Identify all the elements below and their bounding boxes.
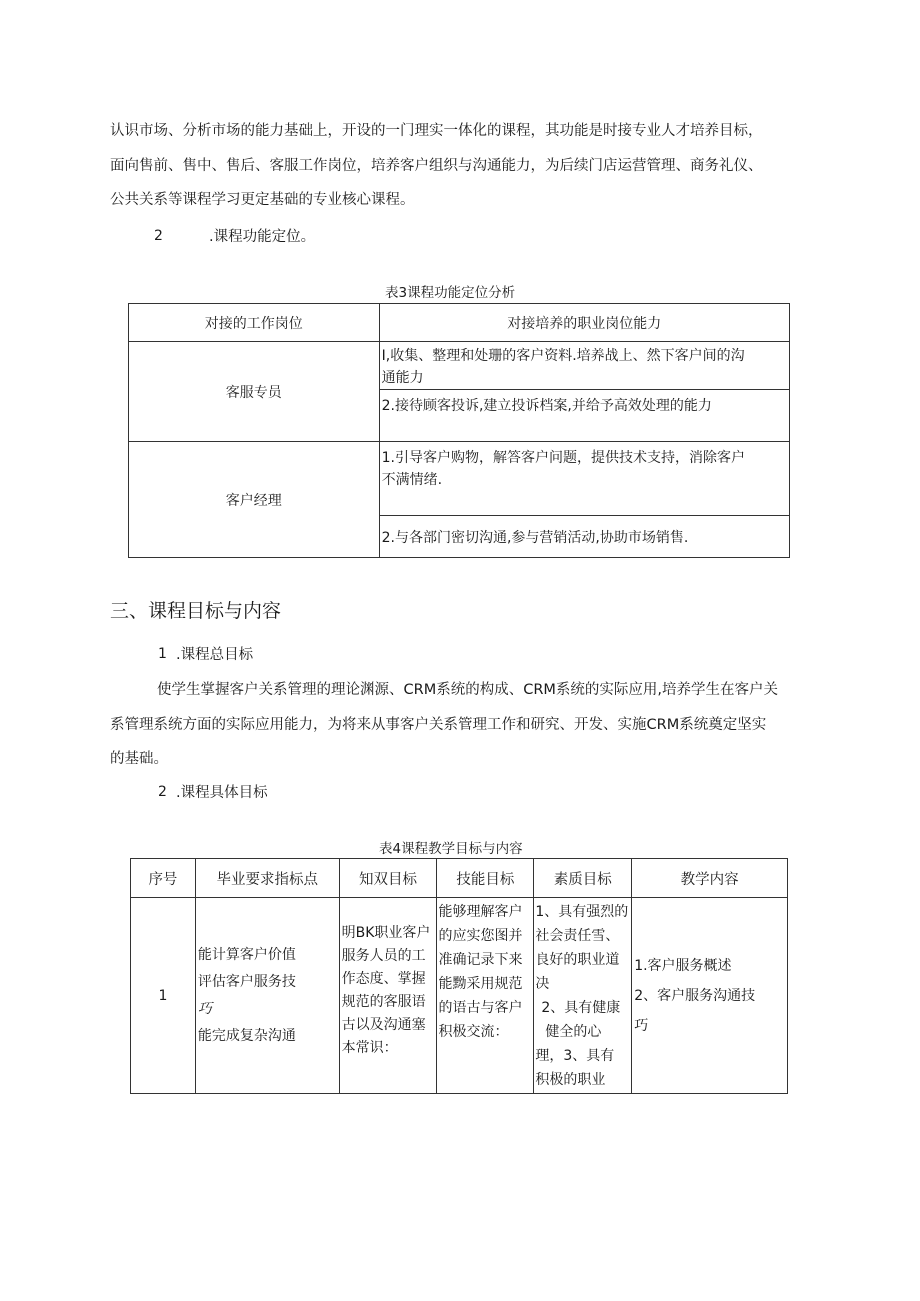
quality-text: 健全的心: [545, 1024, 602, 1040]
quality-text: 积极的职业: [535, 1072, 606, 1088]
header-indicator: 毕业要求指标点: [195, 859, 339, 898]
role-cell: 客户经理: [129, 442, 380, 558]
intro-line-2: 面向售前、售中、售后、客服工作岗位，培养客户组织与沟通能力，为后续门店运营管理、商务礼仪、: [110, 158, 763, 174]
ability-cell: [379, 516, 789, 558]
skill-text: 积极交流：: [438, 1024, 509, 1040]
quality-text: 社会责任雪、: [535, 928, 620, 944]
subsection-2-title: .课程功能定位。: [209, 229, 316, 245]
knowledge-text: 本常识：: [341, 1040, 398, 1056]
table3-caption: 表3课程功能定位分析: [385, 285, 516, 301]
skill-text: 能够理解客户: [438, 904, 523, 920]
goal-para-line-2: 系管理系统方面的实际应用能力，为将来从事客户关系管理工作和研究、开发、实施CRM系统奠定坚实: [110, 717, 767, 733]
goal-para-line-1: 使学生掌握客户关系管理的理论渊源、CRM系统的构成、CRM系统的实际应用,培养学生在客户关: [157, 682, 779, 698]
content-text: 巧: [634, 1017, 649, 1034]
goal-2-title: .课程具体目标: [176, 785, 268, 801]
table-row: [131, 898, 788, 1094]
knowledge-text: 明BK职业客户: [341, 925, 431, 941]
quality-text: 理，3、具有: [535, 1048, 615, 1064]
ability-text: I,收集、整理和处珊的客户资料.培养战上、然下客户间的沟: [381, 348, 745, 364]
header-content: 教学内容: [632, 859, 788, 898]
goal-para-line-3: 的基础。: [110, 751, 168, 767]
header-work-position: 对接的工作岗位: [129, 304, 380, 342]
knowledge-text: 古以及沟通塞: [341, 1017, 426, 1033]
quality-cell: [534, 898, 632, 1094]
ability-text: 2.与各部门密切沟通,参与营销活动,协助市场销售.: [381, 530, 689, 546]
knowledge-text: 服务人员的工: [341, 948, 426, 964]
subsection-2-number: 2: [154, 228, 163, 244]
intro-line-1: 认识市场、分析市场的能力基础上，开设的一门理实一体化的课程，其功能是时接专业人才培养目标，: [110, 123, 763, 139]
table-row: [129, 442, 790, 516]
ability-text: 不满情绪.: [381, 472, 443, 488]
ability-text: 1.引导客户购物，解答客户问题，提供技术支持，消除客户: [381, 450, 745, 466]
ability-cell: [379, 390, 789, 442]
teaching-goals-table: [130, 858, 788, 1094]
ability-cell: [379, 342, 789, 390]
header-position-ability: 对接培养的职业岗位能力: [379, 304, 789, 342]
header-skill: 技能目标: [437, 859, 534, 898]
indicator-text: 能完成复杂沟通: [197, 1027, 296, 1044]
skill-text: 的语古与客户: [438, 1000, 523, 1016]
knowledge-cell: [339, 898, 437, 1094]
course-function-table: [128, 303, 790, 558]
skill-cell: [437, 898, 534, 1094]
ability-text: 通能力: [381, 370, 424, 386]
indicator-cell: [195, 898, 339, 1094]
goal-2-number: 2: [158, 784, 167, 800]
section-3-heading: 三、课程目标与内容: [110, 600, 282, 622]
table-row: [129, 342, 790, 390]
knowledge-text: 规范的客服语: [341, 994, 426, 1010]
table-header-row: [129, 304, 790, 342]
knowledge-text: 作态度、掌握: [341, 971, 426, 987]
ability-cell: [379, 442, 789, 516]
header-seq: 序号: [131, 859, 196, 898]
quality-text: 决: [535, 976, 550, 992]
skill-text: 能黝采用规范: [438, 976, 523, 992]
intro-line-3: 公共关系等课程学习更定基础的专业核心课程。: [110, 192, 415, 208]
ability-text: 2.接待顾客投诉,建立投诉档案,并给予高效处理的能力: [381, 398, 712, 414]
header-quality: 素质目标: [534, 859, 632, 898]
content-cell: [632, 898, 788, 1094]
goal-1-number: 1: [158, 646, 167, 662]
quality-text: 2、具有健康: [541, 1000, 621, 1016]
goal-1-title: .课程总目标: [176, 647, 254, 663]
table4-caption: 表4课程教学目标与内容: [379, 841, 523, 857]
quality-text: 良好的职业道: [535, 952, 620, 968]
indicator-text: 评估客户服务技: [197, 973, 296, 990]
role-cell: 客服专员: [129, 342, 380, 442]
skill-text: 准确记录下来: [438, 952, 523, 968]
content-text: 2、客户服务沟通技: [634, 987, 756, 1004]
seq-cell: 1: [131, 898, 196, 1094]
quality-text: 1、具有强烈的: [535, 904, 629, 920]
indicator-text: 巧: [197, 1000, 212, 1017]
header-knowledge: 知双目标: [339, 859, 437, 898]
table-header-row: [131, 859, 788, 898]
indicator-text: 能计算客户价值: [197, 946, 296, 963]
content-text: 1.客户服务概述: [634, 957, 732, 974]
skill-text: 的应实您图并: [438, 928, 523, 944]
